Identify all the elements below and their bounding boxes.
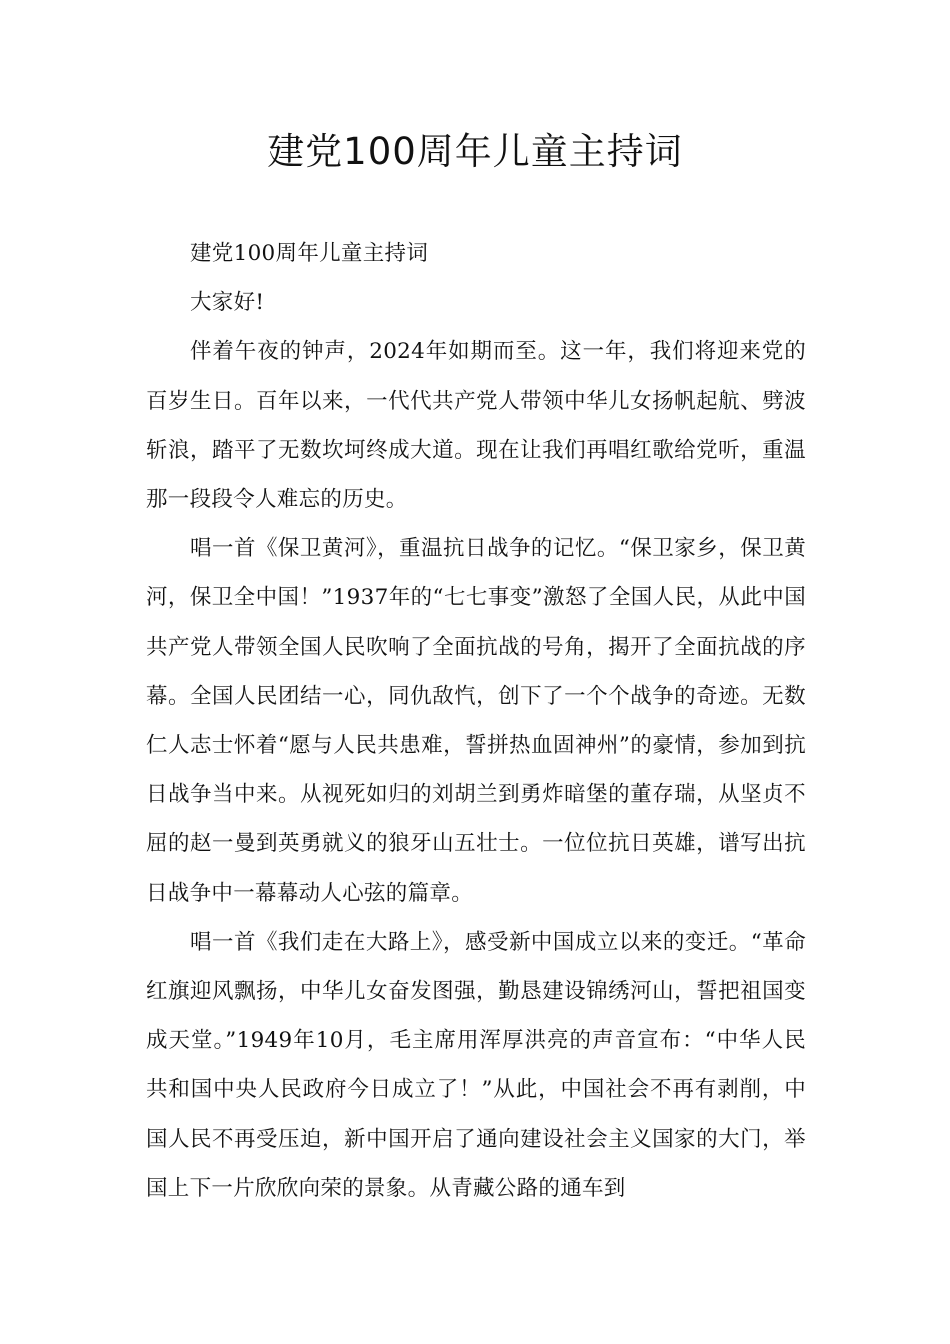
paragraph-new-china: 唱一首《我们走在大路上》，感受新中国成立以来的变迁。“革命红旗迎风飘扬，中华儿女奋发图强，勤恳建设锦绣河山，誓把祖国变成天堂。”1949年10月，毛主席用浑厚洪亮的声音宣布：“中华人民共和国中央人民政府今日成立了！”从此，中国社会不再有剥削，中国人民不再受压迫，新中国开启了通向建设社会主义国家的大门，举国上下一片欣欣向荣的景象。从青藏公路的通车到 [146,929,806,1201]
document-title: 建党100周年儿童主持词 [267,130,683,173]
paragraph-yellow-river: 唱一首《保卫黄河》，重温抗日战争的记忆。“保卫家乡，保卫黄河，保卫全中国！”1937年的“七七事变”激怒了全国人民，从此中国共产党人带领全国人民吹响了全面抗战的号角，揭开了全面抗战的序幕。全国人民团结一心，同仇敌忾，创下了一个个战争的奇迹。无数仁人志士怀着“愿与人民共患难，誓拼热血固神州”的豪情，参加到抗日战争当中来。从视死如归的刘胡兰到勇炸暗堡的董存瑞，从坚贞不屈的赵一曼到英勇就义的狼牙山五壮士。一位位抗日英雄，谱写出抗日战争中一幕幕动人心弦的篇章。 [146,536,806,906]
paragraph-greeting: 大家好! [190,290,265,316]
document-body [146,229,806,1213]
paragraph-subtitle: 建党100周年儿童主持词 [190,241,429,266]
paragraph-intro: 伴着午夜的钟声，2024年如期而至。这一年，我们将迎来党的百岁生日。百年以来，一代代共产党人带领中华儿女扬帆起航、劈波斩浪，踏平了无数坎坷终成大道。现在让我们再唱红歌给党听，重温那一段段令人难忘的历史。 [146,339,806,513]
